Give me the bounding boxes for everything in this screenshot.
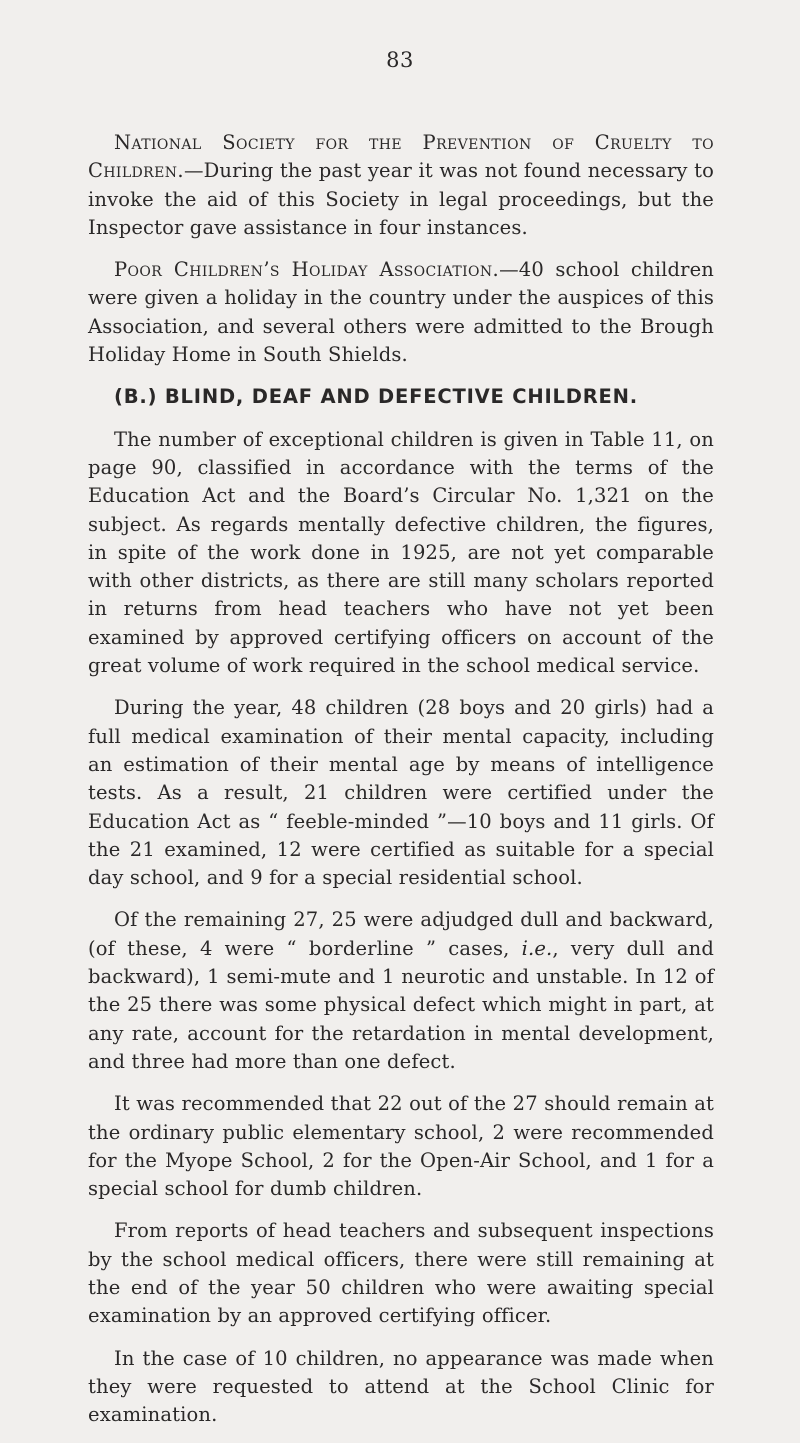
paragraph-recommendations: It was recommended that 22 out of the 27 should remain at the ordinary public elementary school, 2 were recommended for the Myope School, 2 for the Open-Air School, and 1 for a special school for dumb children. bbox=[88, 1092, 714, 1201]
paragraph-remaining bbox=[88, 906, 714, 1076]
paragraph-holiday-association bbox=[88, 256, 714, 369]
paragraph-reports: From reports of head teachers and subsequent inspections by the school medical officers, there were still remaining at the end of the year 50 children who were awaiting special examination by an approved certifying officer. bbox=[88, 1219, 714, 1328]
paragraph-examinations: During the year, 48 children (28 boys and 20 girls) had a full medical examination of their mental capacity, including an estimation of their mental age by means of intelligence tests. As a result, 21 children were certified under the Education Act as “ feeble-minded ”—10 boys and 11 girls. Of the 21 examined, 12 were certified as suitable for a special day school, and 9 for a special residential school. bbox=[88, 696, 714, 890]
paragraph-nspcc-text: —During the past year it was not found necessary to invoke the aid of this Society in legal proceedings, but the Inspector gave assistance in four instances. bbox=[88, 159, 714, 239]
body-text bbox=[88, 129, 714, 1443]
paragraph-remaining-part1: Of the remaining 27, 25 were adjudged dull and backward, (of these, 4 were “ borderline ” cases, bbox=[88, 908, 714, 960]
paragraph-remaining-ie: i.e. bbox=[521, 936, 553, 960]
page-number: 83 bbox=[386, 48, 414, 72]
paragraph-nspcc bbox=[88, 129, 714, 242]
run-in-heading-holiday-association: Poor Children’s Holiday Association. bbox=[114, 258, 500, 282]
paragraph-no-appearance: In the case of 10 children, no appearance was made when they were requested to attend at the School Clinic for examination. bbox=[88, 1346, 714, 1427]
paragraph-remaining-part2: , very dull and backward), 1 semi-mute and 1 neurotic and unstable. In 12 of the 25 there was some physical defect which might in part, at any rate, account for the retardation in mental development, and three had more than one defect. bbox=[88, 936, 714, 1073]
section-heading: (B.) BLIND, DEAF AND DEFECTIVE CHILDREN. bbox=[114, 385, 639, 409]
paragraph-exceptional-children: The number of exceptional children is given in Table 11, on page 90, classified in accordance with the terms of the Education Act and the Board’s Circular No. 1,321 on the subject. As regards mentally defective children, the figures, in spite of the work done in 1925, are not yet comparable with other districts, as there are still many scholars reported in returns from head teachers who have not yet been examined by approved certifying officers on account of the great volume of work required in the school medical service. bbox=[88, 427, 714, 678]
paragraph-holiday-association-text: —40 school children were given a holiday in the country under the auspices of this Association, and several others were admitted to the Brough Holiday Home in South Shields. bbox=[88, 258, 714, 367]
run-in-heading-nspcc: National Society for the Prevention of Cruelty to Children. bbox=[88, 131, 714, 183]
